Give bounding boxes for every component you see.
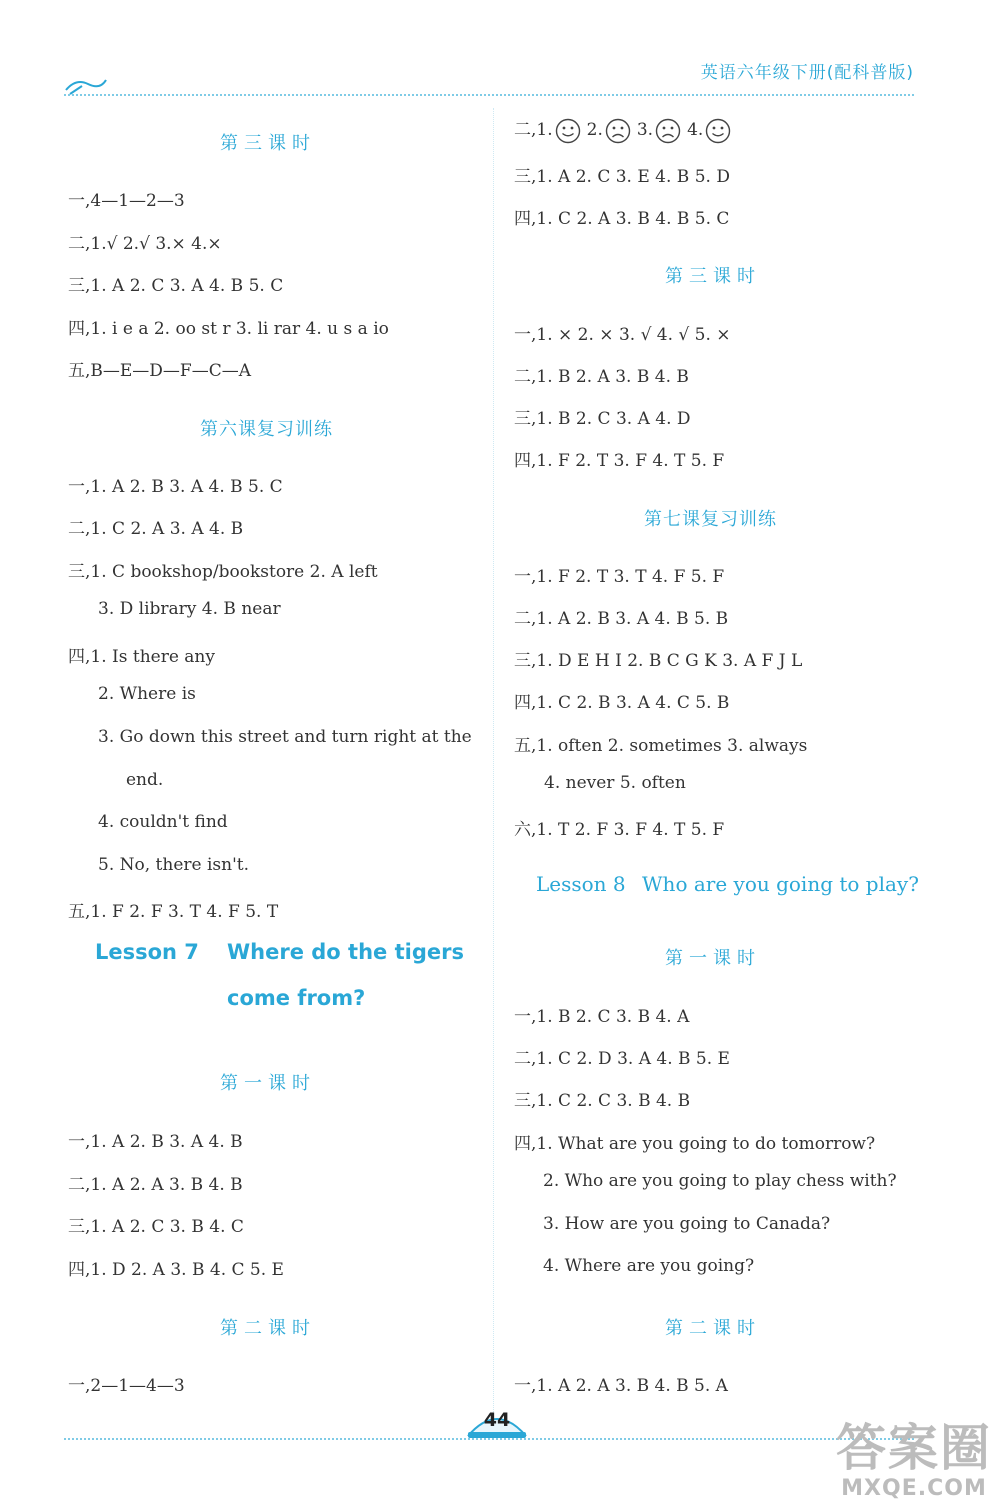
answer-prefix: 二,1. [514,120,553,140]
answer-line: 一,1. B 2. C 3. B 4. A [514,1007,690,1027]
page-number-text: 44 [483,1409,511,1431]
page-number [462,1406,532,1440]
answer-line: 2. Where is [98,684,196,704]
answer-line: 三,1. C bookshop/bookstore 2. A left [68,562,378,582]
section-title: 第二课时 [220,1318,316,1339]
lesson-label: Lesson 7 [95,940,199,964]
answer-line: 3. Go down this street and turn right at the [98,727,472,747]
answer-line: 一,1. A 2. A 3. B 4. B 5. A [514,1376,728,1396]
answer-line: 二,1. A 2. B 3. A 4. B 5. B [514,609,729,629]
answer-line: 4. couldn't find [98,812,228,832]
answer-line: 三,1. C 2. C 3. B 4. B [514,1091,691,1111]
answer-line: end. [126,770,164,790]
answer-line: 一,1. × 2. × 3. √ 4. √ 5. × [514,325,731,345]
lesson-title: Who are you going to play? [642,872,919,896]
answer-line: 4. never 5. often [544,773,686,793]
answer-line: 3. D library 4. B near [98,599,281,619]
face-label: 4. [687,120,704,140]
answer-line: 二,1.√ 2.√ 3.× 4.× [68,234,222,254]
sad-face-icon [655,118,681,144]
lesson-title: Where do the tigers [227,940,464,964]
section-title: 第三课时 [220,133,316,154]
left-column [68,0,488,1400]
answer-line: 三,1. D E H I 2. B C G K 3. A F J L [514,651,803,671]
faces-answer-line [514,115,737,144]
answer-line: 三,1. A 2. C 3. A 4. B 5. C [68,276,284,296]
sad-face-icon [605,118,631,144]
answer-line: 4. Where are you going? [543,1256,755,1276]
watermark [836,1420,992,1501]
column-divider [493,108,494,1428]
watermark-url: MXQE.COM [841,1476,987,1501]
answer-line: 四,1. F 2. T 3. F 4. T 5. F [514,451,725,471]
answer-line: 二,1. A 2. A 3. B 4. B [68,1175,243,1195]
answer-line: 二,1. C 2. D 3. A 4. B 5. E [514,1049,730,1069]
happy-face-icon [705,118,731,144]
answer-line: 四,1. i e a 2. oo st r 3. li rar 4. u s a io [68,319,389,339]
section-title: 第一课时 [665,948,761,969]
lesson-label: Lesson 8 [536,872,626,896]
answer-line: 二,1. B 2. A 3. B 4. B [514,367,689,387]
answer-line: 四,1. C 2. B 3. A 4. C 5. B [514,693,730,713]
section-title: 第三课时 [665,266,761,287]
watermark-text: 答案圈 [836,1419,992,1477]
face-label: 2. [586,120,603,140]
answer-line: 一,1. F 2. T 3. T 4. F 5. F [514,567,725,587]
answer-line: 3. How are you going to Canada? [543,1214,831,1234]
answer-line: 5. No, there isn't. [98,855,249,875]
answer-line: 四,1. What are you going to do tomorrow? [514,1134,876,1154]
answer-line: 三,1. A 2. C 3. B 4. C [68,1217,244,1237]
answer-line: 五,1. F 2. F 3. T 4. F 5. T [68,902,279,922]
answer-line: 一,1. A 2. B 3. A 4. B 5. C [68,477,283,497]
section-title: 第一课时 [220,1073,316,1094]
section-title: 第二课时 [665,1318,761,1339]
answer-line: 一,2—1—4—3 [68,1376,185,1396]
face-label: 3. [636,120,654,140]
answer-line: 一,1. A 2. B 3. A 4. B [68,1132,243,1152]
answer-line: 四,1. D 2. A 3. B 4. C 5. E [68,1260,284,1280]
answer-line: 五,1. often 2. sometimes 3. always [514,736,808,756]
right-column [514,0,919,1400]
lesson-title: come from? [227,986,366,1010]
review-title: 第六课复习训练 [200,419,333,440]
answer-line: 一,4—1—2—3 [68,191,185,211]
happy-face-icon [555,118,581,144]
review-title: 第七课复习训练 [644,509,777,530]
answer-line: 四,1. Is there any [68,647,215,667]
answer-line: 四,1. C 2. A 3. B 4. B 5. C [514,209,730,229]
answer-line: 五,B—E—D—F—C—A [68,361,252,381]
answer-line: 三,1. B 2. C 3. A 4. D [514,409,691,429]
answer-line: 六,1. T 2. F 3. F 4. T 5. F [514,820,725,840]
book-title: 英语六年级下册(配科普版) [700,63,914,83]
answer-line: 二,1. C 2. A 3. A 4. B [68,519,244,539]
answer-line: 三,1. A 2. C 3. E 4. B 5. D [514,167,730,187]
answer-line: 2. Who are you going to play chess with? [543,1171,897,1191]
